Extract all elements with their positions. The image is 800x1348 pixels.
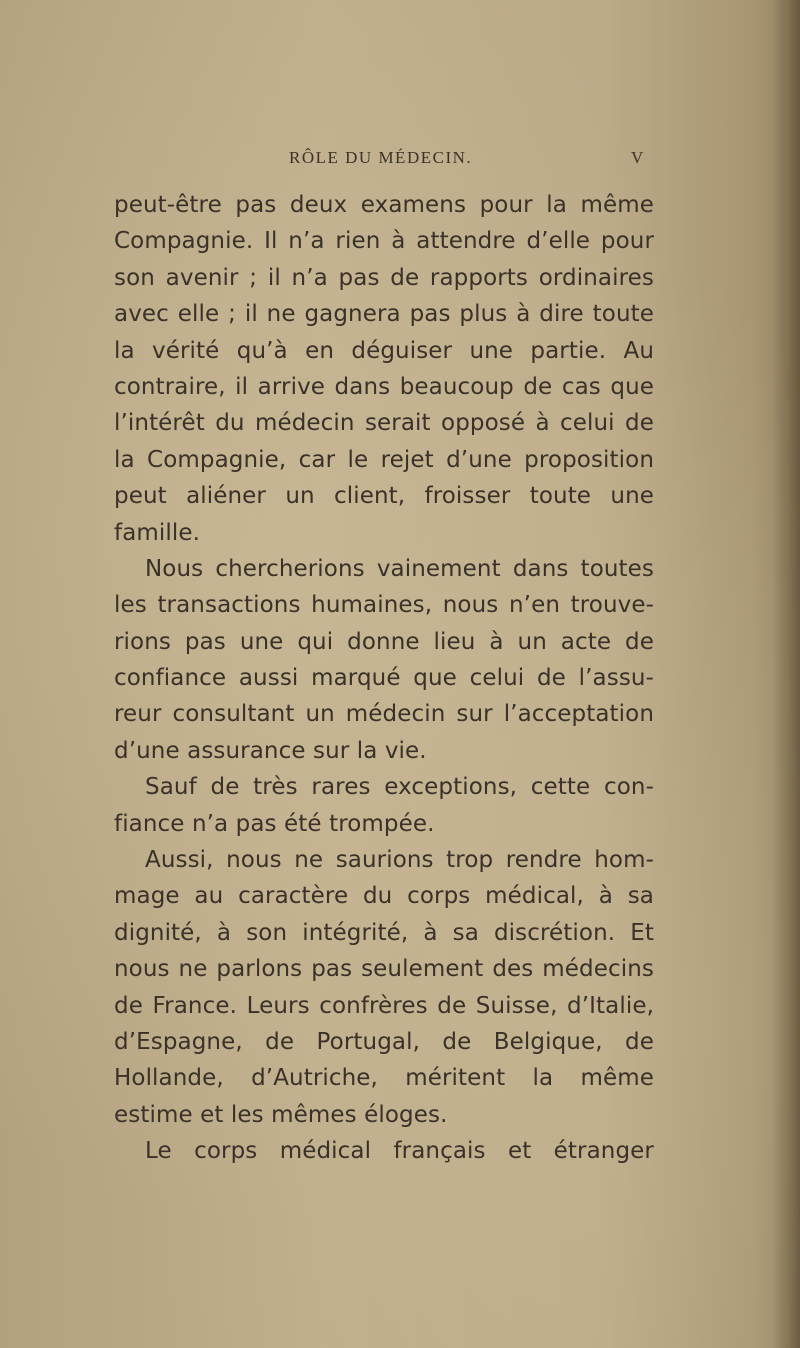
text-line: confiance aussi marqué que celui de l’assu- xyxy=(114,665,654,692)
text-line: d’Espagne, de Portugal, de Belgique, de xyxy=(114,1028,654,1055)
text-line: Le corps médical français et étranger xyxy=(145,1138,654,1165)
text-line: Sauf de très rares exceptions, cette con- xyxy=(145,774,654,801)
text-line: Aussi, nous ne saurions trop rendre hom- xyxy=(145,847,654,874)
text-line: la Compagnie, car le rejet d’une proposition xyxy=(114,446,654,473)
text-line: la vérité qu’à en déguiser une partie. Au xyxy=(114,337,654,364)
text-line: nous ne parlons pas seulement des médecins xyxy=(114,956,654,983)
text-line: de France. Leurs confrères de Suisse, d’Italie, xyxy=(114,992,654,1019)
text-line: Compagnie. Il n’a rien à attendre d’elle pour xyxy=(114,228,654,255)
text-line: les transactions humaines, nous n’en trouve- xyxy=(114,592,654,619)
text-line: fiance n’a pas été trompée. xyxy=(114,810,435,837)
page-number: V xyxy=(631,148,644,167)
text-line: Nous chercherions vainement dans toutes xyxy=(145,555,654,582)
text-line: contraire, il arrive dans beaucoup de cas que xyxy=(114,373,654,400)
text-line: peut-être pas deux examens pour la même xyxy=(114,192,654,218)
text-line: avec elle ; il ne gagnera pas plus à dire toute xyxy=(114,301,654,328)
text-line: mage au caractère du corps médical, à sa xyxy=(114,883,654,910)
page-edge-shadow xyxy=(772,0,800,1348)
page-header xyxy=(0,146,800,172)
text-line: l’intérêt du médecin serait opposé à celui de xyxy=(114,410,654,437)
text-line: son avenir ; il n’a pas de rapports ordinaires xyxy=(114,264,654,291)
text-line: d’une assurance sur la vie. xyxy=(114,737,427,764)
text-line: reur consultant un médecin sur l’acceptation xyxy=(114,701,654,728)
text-line: peut aliéner un client, froisser toute une xyxy=(114,483,654,510)
body-text xyxy=(114,187,654,1170)
text-line: rions pas une qui donne lieu à un acte de xyxy=(114,628,654,655)
text-line: estime et les mêmes éloges. xyxy=(114,1101,448,1128)
text-line: Hollande, d’Autriche, méritent la même xyxy=(114,1065,654,1092)
text-line: famille. xyxy=(114,519,201,546)
text-line: dignité, à son intégrité, à sa discrétion. Et xyxy=(114,919,654,946)
running-head: RÔLE DU MÉDECIN. xyxy=(289,148,473,167)
